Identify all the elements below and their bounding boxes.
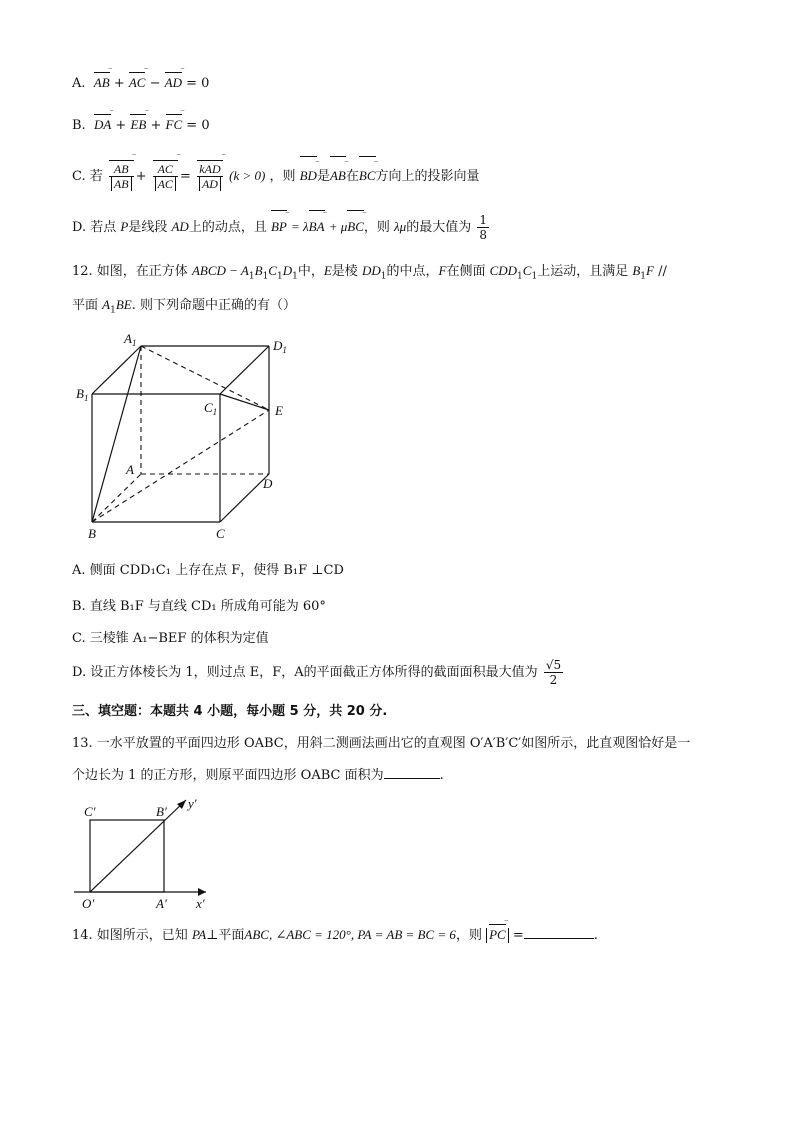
label-o-prime: O′ [82,896,95,910]
label-y-prime: y′ [188,796,197,811]
fraction-kad: $\frac{\text{kAD ‾}}{AD}$ [197,162,223,191]
vector-ad: AD ‾ [165,74,182,92]
oblique-square-figure [70,794,230,910]
q11-option-c: C. 若 $\frac{AB ‾}{AB}$ + $\frac{AC ‾}{AC}$ = $\frac{\text{kAD ‾}}{AD}$ (k > 0) ，则 BD ‾是AB ‾在BC ‾方向上的投影向量 [72,158,480,195]
q12-stem-line1: 12. 如图，在正方体 ABCD − $A_1B_1C_1D_1$中，E是棱 $DD_1$的中点，F在侧面 $CDD_1C_1$上运动，且满足 $B_1F$ // [72,263,667,282]
q12-stem-line2: 平面 $A_1BE$. 则下列命题中正确的有（） [72,297,296,316]
label-d1: $D_1$ [273,338,287,355]
q12-option-c: C. 三棱锥 A₁−BEF 的体积为定值 [72,631,269,646]
vector-pc: PC ‾ [489,926,506,944]
label-c-prime: C′ [84,804,96,819]
section-heading: 三、填空题：本题共 4 小题，每小题 5 分，共 20 分. [72,704,388,719]
q13-line2: 个边长为 1 的正方形，则原平面四边形 OABC 面积为 . [72,768,444,783]
q13-line1: 13. 一水平放置的平面四边形 OABC，用斜二测画法画出它的直观图 O′A′B′C′如图所示，此直观图恰好是一 [72,736,691,751]
label-a: A [126,462,134,477]
vector-da: DA ‾ [94,116,111,134]
label-a1: $A_1$ [124,331,137,348]
fraction-one-eighth: $\frac{1}{8}$ [479,213,487,242]
label-c1: $C_1$ [204,400,218,417]
fraction-ab: $\frac{AB ‾}{AB}$ [109,162,134,191]
vector-eb: EB ‾ [130,116,146,134]
q12-option-d: D. 设正方体棱长为 1，则过点 E，F，A的平面截正方体所得的截面面积最大值为 $\frac{√5}{2}$ [72,658,562,687]
q11-option-d: D. 若点 P是线段 AD上的动点，且 BP ‾ = λBA ‾ + μBC ‾，则 λμ的最大值为 $\frac{1}{8}$ [72,212,491,243]
q11-option-b: B. DA ‾ + EB ‾ + FC ‾ = 0 [72,116,210,135]
label-c: C [216,526,225,541]
vector-fc: FC ‾ [166,116,183,134]
answer-blank-13[interactable] [384,766,440,779]
label-e: E [275,403,283,418]
vector-ac: AC ‾ [129,74,146,92]
label-b1: $B_1$ [76,386,89,403]
cube-figure [70,328,300,550]
fraction-sqrt5-over-2: $\frac{√5}{2}$ [545,658,562,687]
label-x-prime: x′ [196,896,205,910]
label-b: B [88,526,96,541]
answer-blank-14[interactable] [524,926,594,939]
fraction-ac: $\frac{AC ‾}{AC}$ [153,162,178,191]
q14-stem: 14. 如图所示，已知 PA⊥平面ABC, ∠ABC = 120°, PA = AB = BC = 6，则 PC ‾ = . [72,926,598,945]
label-a-prime: A′ [156,896,167,910]
q12-option-b: B. 直线 B₁F 与直线 CD₁ 所成角可能为 60° [72,599,326,614]
q12-option-a: A. 侧面 CDD₁C₁ 上存在点 F，使得 B₁F ⊥CD [72,563,344,578]
label-d: D [263,476,273,491]
label-b-prime: B′ [156,804,167,819]
q11-option-a: A. AB ‾ + AC ‾ − AD ‾ = 0 [72,74,209,93]
vector-ab: AB ‾ [94,74,110,92]
